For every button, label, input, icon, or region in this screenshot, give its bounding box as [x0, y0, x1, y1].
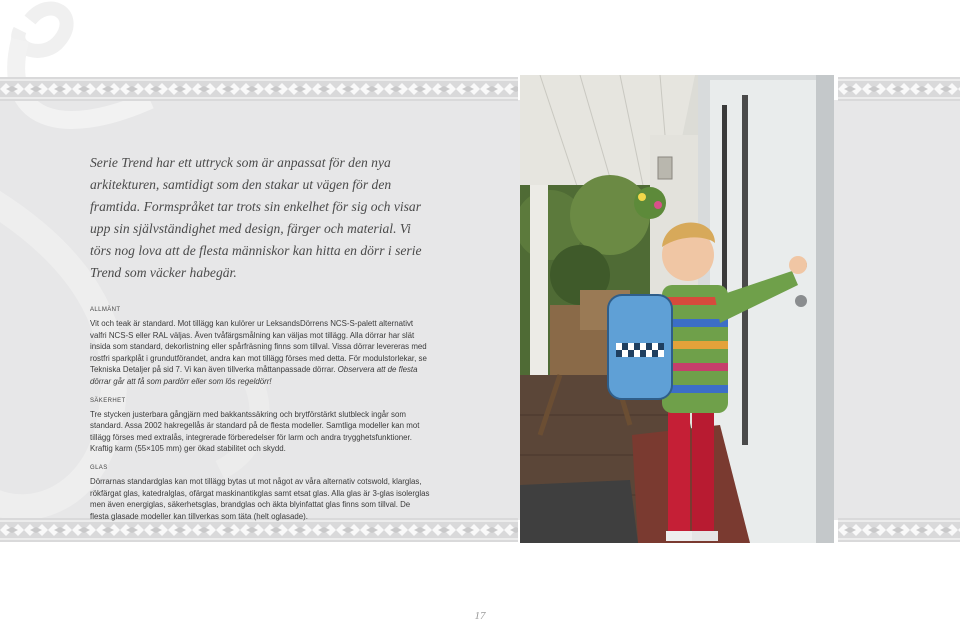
ornament-pattern: [0, 77, 518, 101]
page-number: 17: [474, 610, 486, 622]
ornament-pattern: [838, 518, 960, 542]
ornament-border-top-right: [838, 77, 960, 101]
section-heading: SÄKERHET: [90, 397, 126, 404]
section-note: Observera att de flesta dörrar går att få som pardörr eller som lös regeldörr!: [90, 365, 418, 386]
section-glas: [90, 464, 430, 522]
ornament-border-bottom-right: [838, 518, 960, 542]
intro-paragraph: Serie Trend har ett uttryck som är anpassat för den nya arkitekturen, samtidigt som den stakar ut vägen för den framtida. Formspråket tar trots sin enkelhet för sig och visar upp sin självständighet med design, färger och material. Vi törs nog lova att de flesta människor kan hitta en dörr i serie Trend som väcker habegär.: [90, 155, 422, 280]
section-body: Dörrarnas standardglas kan mot tillägg bytas ut mot något av våra alternativ cotswold, klarglas, rökfärgat glas, katedralglas, ofärgat maskinantikglas samt etsat glas. Alla glas är 3-glas isolerglas men även energiglas, säkerhetsglas, brandglas och äkta blyinfattat glas finns som tillval. De flesta glasade modeller kan tillverkas som täta (helt oglasade).: [90, 476, 430, 521]
photo-boy-at-door: [520, 75, 834, 543]
ornament-pattern: [838, 77, 960, 101]
section-sakerhet: [90, 397, 430, 455]
photo-illustration: [520, 75, 834, 543]
section-allmant: [90, 306, 430, 388]
section-heading: ALLMÄNT: [90, 307, 121, 313]
ornament-border-top-left: [0, 77, 518, 101]
text-column: [90, 152, 430, 531]
section-body: Tre stycken justerbara gångjärn med bakkantssäkring och brytförstärkt slutbleck ingår som standard. Assa 2002 hakregellås är standard på de flesta modeller. Samtliga modeller kan mot tillägg förses med extralås, integrerade förberedelser för larm och andra trygghetsfunktioner. Kraftig karm (55×105 mm) ger ökad stabilitet och skydd.: [90, 409, 420, 454]
section-body: [90, 318, 430, 388]
section-heading: GLAS: [90, 464, 108, 471]
section-text: Vit och teak är standard. Mot tillägg kan kulörer ur LeksandsDörrens NCS-S-palett alternativt valfri NCS-S eller RAL väljas. Även tvåfärgsmålning kan väljas mot tillägg. Alla dörrar har slät insida som standard, dekorlistning eller spårfräsning finns som tillval. Vissa dörrar levereras med rostfri sparkplåt i grundutförandet, andra kan mot tillägg förses med detta. För modulstorlekar, se Tekniska Detaljer på sid 7. Vi kan även tillverka måttanpassade dörrar.: [90, 319, 427, 375]
